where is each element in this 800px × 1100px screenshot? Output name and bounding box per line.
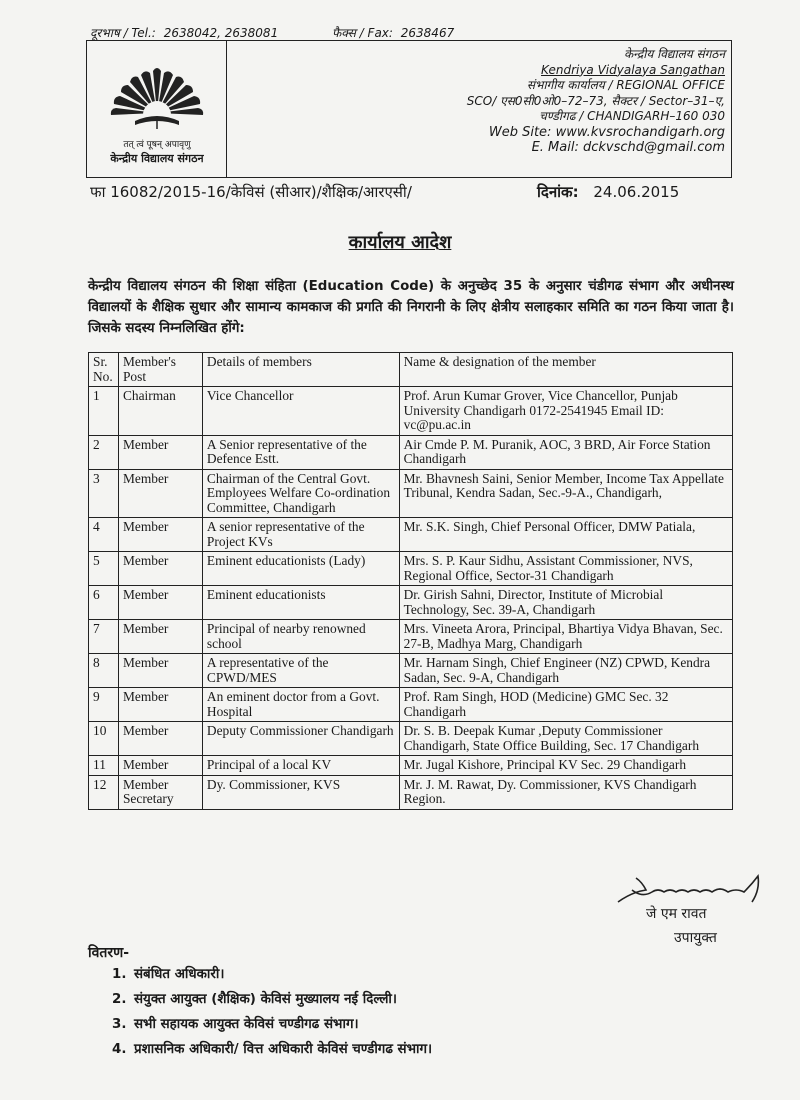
cell-post: Member	[118, 654, 202, 688]
cell-sr-no: 11	[89, 756, 119, 776]
cell-sr-no: 8	[89, 654, 119, 688]
header-sr-no: Sr. No.	[89, 353, 119, 387]
table-row	[89, 756, 733, 776]
signatory-name: जे एम रावत	[646, 906, 707, 922]
list-item: 4. प्रशासनिक अधिकारी/ वित्त अधिकारी केविसं चण्डीगढ संभाग।	[112, 1042, 433, 1057]
cell-post: Member	[118, 435, 202, 469]
cell-details: Chairman of the Central Govt. Employees Welfare Co-ordination Committee, Chandigarh	[202, 469, 399, 518]
cell-post: Member	[118, 688, 202, 722]
cell-sr-no: 3	[89, 469, 119, 518]
phone-number: 2638042, 2638081	[163, 26, 279, 40]
cell-name: Prof. Ram Singh, HOD (Medicine) GMC Sec. 32 Chandigarh	[399, 688, 732, 722]
sunburst-logo-icon	[101, 51, 213, 135]
cell-details: A senior representative of the Project KVs	[202, 518, 399, 552]
date-line	[537, 182, 679, 202]
table-row	[89, 654, 733, 688]
date-label: दिनांक:	[537, 183, 579, 201]
office-address	[467, 47, 725, 156]
cell-name: Air Cmde P. M. Puranik, AOC, 3 BRD, Air Force Station Chandigarh	[399, 435, 732, 469]
website: Web Site: www.kvsrochandigarh.org	[488, 124, 725, 140]
table-row	[89, 435, 733, 469]
cell-name: Mr. Jugal Kishore, Principal KV Sec. 29 Chandigarh	[399, 756, 732, 776]
letterhead-box	[86, 40, 732, 178]
cell-name: Dr. Girish Sahni, Director, Institute of Microbial Technology, Sec. 39-A, Chandigarh	[399, 586, 732, 620]
fax-label: फैक्स / Fax:	[332, 26, 393, 40]
table-row	[89, 722, 733, 756]
cell-details: Eminent educationists	[202, 586, 399, 620]
contact-line	[90, 24, 458, 41]
cell-name: Mr. Harnam Singh, Chief Engineer (NZ) CPWD, Kendra Sadan, Sec. 9-A, Chandigarh	[399, 654, 732, 688]
cell-name: Mrs. Vineeta Arora, Principal, Bhartiya Vidya Bhavan, Sec. 27-B, Madhya Marg, Chandigarh	[399, 620, 732, 654]
logo-org-name: केन्द्रीय विद्यालय संगठन	[110, 152, 204, 165]
cell-sr-no: 6	[89, 586, 119, 620]
org-name-hindi: केन्द्रीय विद्यालय संगठन	[623, 47, 725, 61]
cell-post: Member	[118, 722, 202, 756]
table-row	[89, 552, 733, 586]
cell-post: Member	[118, 620, 202, 654]
cell-name: Mr. S.K. Singh, Chief Personal Officer, DMW Patiala,	[399, 518, 732, 552]
cell-name: Prof. Arun Kumar Grover, Vice Chancellor, Punjab University Chandigarh 0172-2541945 Email ID: vc@pu.ac.in	[399, 387, 732, 436]
table-row	[89, 518, 733, 552]
cell-name: Mr. J. M. Rawat, Dy. Commissioner, KVS Chandigarh Region.	[399, 775, 732, 809]
cell-details: Principal of nearby renowned school	[202, 620, 399, 654]
signatory-designation: उपायुक्त	[674, 930, 717, 946]
cell-sr-no: 5	[89, 552, 119, 586]
file-number: फा 16082/2015-16/केविसं (सीआर)/शैक्षिक/आरएसी/	[90, 183, 412, 201]
cell-sr-no: 10	[89, 722, 119, 756]
cell-sr-no: 4	[89, 518, 119, 552]
cell-name: Mrs. S. P. Kaur Sidhu, Assistant Commissioner, NVS, Regional Office, Sector-31 Chandigarh	[399, 552, 732, 586]
table-row	[89, 469, 733, 518]
cell-post: Member Secretary	[118, 775, 202, 809]
address-line-2: चण्डीगढ / CHANDIGARH–160 030	[539, 109, 725, 123]
table-header-row	[89, 353, 733, 387]
page-title: कार्यालय आदेश	[348, 232, 452, 253]
address-line-1: SCO/ एस0सी0ओ0–72–73, सैक्टर / Sector–31–ए,	[466, 93, 725, 108]
cell-sr-no: 12	[89, 775, 119, 809]
cell-details: A Senior representative of the Defence Estt.	[202, 435, 399, 469]
table-row	[89, 586, 733, 620]
cell-details: A representative of the CPWD/MES	[202, 654, 399, 688]
list-item: 3. सभी सहायक आयुक्त केविसं चण्डीगढ संभाग।	[112, 1017, 359, 1032]
table-row	[89, 775, 733, 809]
distribution-label: वितरण-	[88, 945, 130, 961]
distribution-list	[112, 962, 432, 1062]
phone-label: दूरभाष / Tel.:	[90, 26, 156, 40]
email: E. Mail: dckvschd@gmail.com	[531, 140, 725, 155]
cell-name: Dr. S. B. Deepak Kumar ,Deputy Commissioner Chandigarh, State Office Building, Sec. 17 Chandigarh	[399, 722, 732, 756]
cell-post: Member	[118, 552, 202, 586]
cell-sr-no: 2	[89, 435, 119, 469]
header-details: Details of members	[202, 353, 399, 387]
cell-post: Chairman	[118, 387, 202, 436]
cell-post: Member	[118, 518, 202, 552]
members-table	[88, 352, 733, 810]
kvs-logo	[87, 41, 227, 177]
date-value: 24.06.2015	[593, 183, 680, 201]
cell-details: Deputy Commissioner Chandigarh	[202, 722, 399, 756]
logo-motto: तत् त्वं पूषन् अपावृणु	[123, 140, 191, 150]
cell-details: Principal of a local KV	[202, 756, 399, 776]
cell-post: Member	[118, 469, 202, 518]
cell-name: Mr. Bhavnesh Saini, Senior Member, Income Tax Appellate Tribunal, Kendra Sadan, Sec.-9-A., Chandigarh,	[399, 469, 732, 518]
org-name-english: Kendriya Vidyalaya Sangathan	[541, 62, 725, 77]
list-item: 2. संयुक्त आयुक्त (शैक्षिक) केविसं मुख्यालय नई दिल्ली।	[112, 992, 397, 1007]
cell-post: Member	[118, 756, 202, 776]
table-row	[89, 688, 733, 722]
cell-post: Member	[118, 586, 202, 620]
fax-number: 2638467	[400, 26, 455, 40]
cell-details: Dy. Commissioner, KVS	[202, 775, 399, 809]
cell-details: An eminent doctor from a Govt. Hospital	[202, 688, 399, 722]
table-row	[89, 387, 733, 436]
table-row	[89, 620, 733, 654]
header-name: Name & designation of the member	[399, 353, 732, 387]
list-item: 1. संबंधित अधिकारी।	[112, 967, 225, 982]
cell-sr-no: 1	[89, 387, 119, 436]
intro-paragraph: केन्द्रीय विद्यालय संगठन की शिक्षा संहिता (Education Code) के अनुच्छेद 35 के अनुसार चंडीगढ संभाग और अधीनस्थ विद्यालयों के शैक्षिक सुधार और सामान्य कामकाज की प्रगति की निगरानी के लिए क्षेत्रीय सलाहकार समिति का गठन किया जाता है। जिसके सदस्य निम्नलिखित होंगे:	[88, 279, 734, 336]
cell-details: Eminent educationists (Lady)	[202, 552, 399, 586]
cell-sr-no: 7	[89, 620, 119, 654]
office-type: संभागीय कार्यालय / REGIONAL OFFICE	[526, 78, 725, 92]
cell-details: Vice Chancellor	[202, 387, 399, 436]
header-post: Member's Post	[118, 353, 202, 387]
cell-sr-no: 9	[89, 688, 119, 722]
table-body	[89, 387, 733, 810]
